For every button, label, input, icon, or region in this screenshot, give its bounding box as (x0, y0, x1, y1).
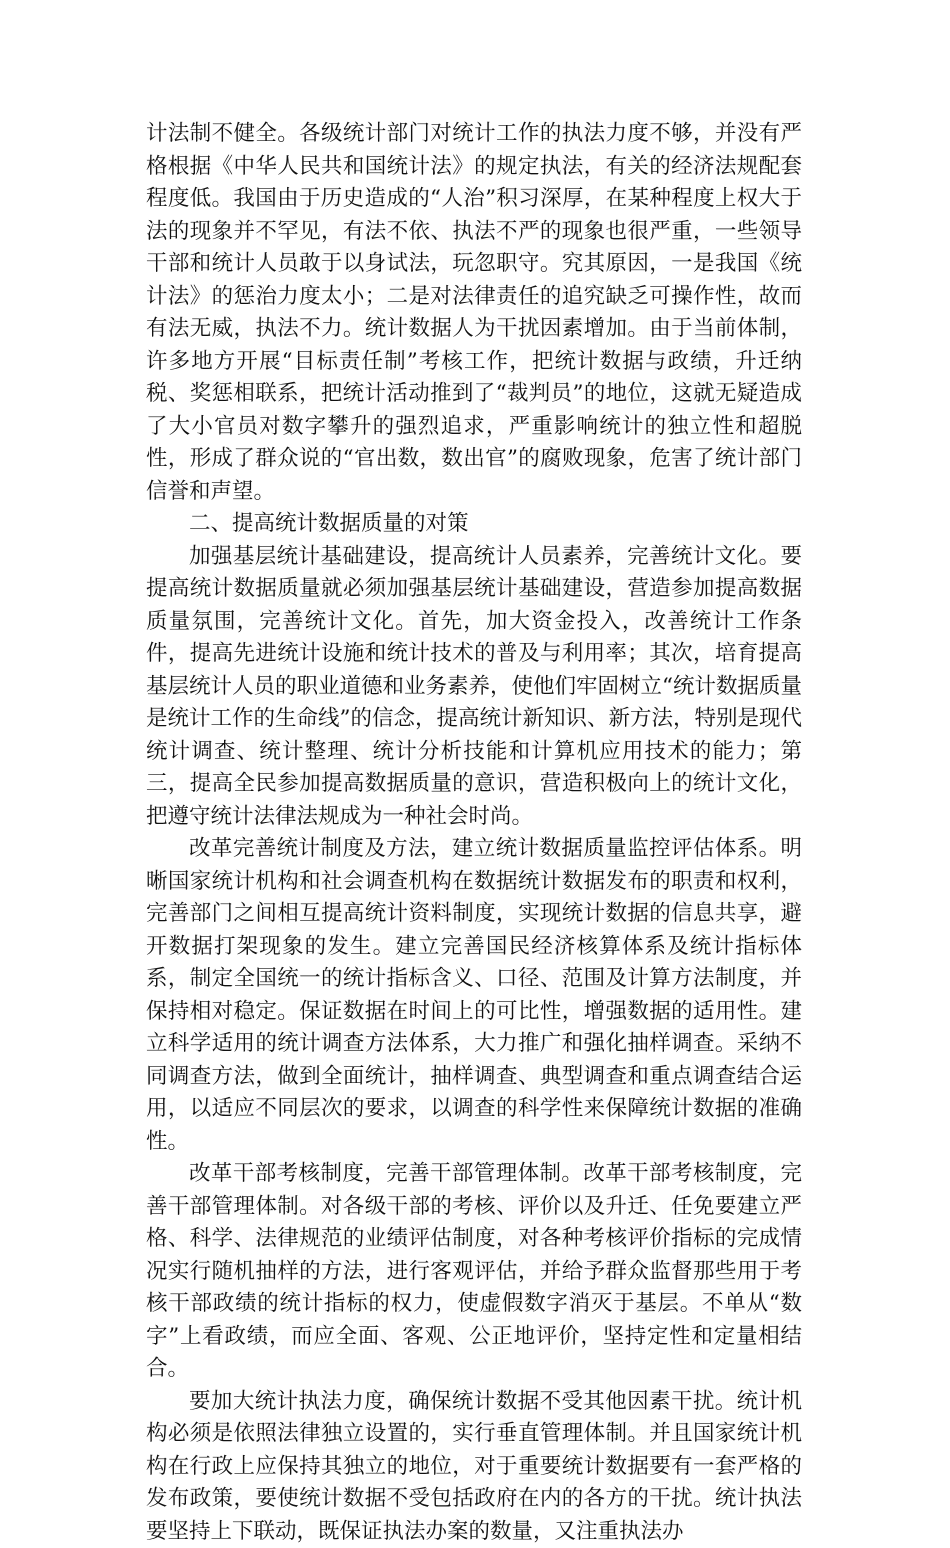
paragraph-legal-system: 计法制不健全。各级统计部门对统计工作的执法力度不够，并没有严格根据《中华人民共和国统计法》的规定执法，有关的经济法规配套程度低。我国由于历史造成的“人治”积习深厚，在某种程度上权大于法的现象并不罕见，有法不依、执法不严的现象也很严重，一些领导干部和统计人员敢于以身试法，玩忽职守。究其原因，一是我国《统计法》的惩治力度太小；二是对法律责任的追究缺乏可操作性，故而有法无威，执法不力。统计数据人为干扰因素增加。由于当前体制，许多地方开展“目标责任制”考核工作，把统计数据与政绩，升迁纳税、奖惩相联系，把统计活动推到了“裁判员”的地位，这就无疑造成了大小官员对数字攀升的强烈追求，严重影响统计的独立性和超脱性，形成了群众说的“官出数，数出官”的腐败现象，危害了统计部门信誉和声望。 (146, 118, 802, 508)
paragraph-grassroots-construction: 加强基层统计基础建设，提高统计人员素养，完善统计文化。要提高统计数据质量就必须加强基层统计基础建设，营造参加提高数据质量氛围，完善统计文化。首先，加大资金投入，改善统计工作条件，提高先进统计设施和统计技术的普及与利用率；其次，培育提高基层统计人员的职业道德和业务素养，使他们牢固树立“统计数据质量是统计工作的生命线”的信念，提高统计新知识、新方法，特别是现代统计调查、统计整理、统计分析技能和计算机应用技术的能力；第三，提高全民参加提高数据质量的意识，营造积极向上的统计文化，把遵守统计法律法规成为一种社会时尚。 (146, 541, 802, 834)
paragraph-law-enforcement: 要加大统计执法力度，确保统计数据不受其他因素干扰。统计机构必须是依照法律独立设置的，实行垂直管理体制。并且国家统计机构在行政上应保持其独立的地位，对于重要统计数据要有一套严格的发布政策，要使统计数据不受包括政府在内的各方的干扰。统计执法要坚持上下联动，既保证执法办案的数量，又注重执法办 (146, 1386, 802, 1548)
section-heading-countermeasures: 二、提高统计数据质量的对策 (146, 508, 802, 541)
paragraph-statistical-system-reform: 改革完善统计制度及方法，建立统计数据质量监控评估体系。明晰国家统计机构和社会调查机构在数据统计数据发布的职责和权利，完善部门之间相互提高统计资料制度，实现统计数据的信息共享，避开数据打架现象的发生。建立完善国民经济核算体系及统计指标体系，制定全国统一的统计指标含义、口径、范围及计算方法制度，并保持相对稳定。保证数据在时间上的可比性，增强数据的适用性。建立科学适用的统计调查方法体系，大力推广和强化抽样调查。采纳不同调查方法，做到全面统计，抽样调查、典型调查和重点调查结合运用，以适应不同层次的要求，以调查的科学性来保障统计数据的准确性。 (146, 833, 802, 1158)
paragraph-cadre-assessment: 改革干部考核制度，完善干部管理体制。改革干部考核制度，完善干部管理体制。对各级干部的考核、评价以及升迁、任免要建立严格、科学、法律规范的业绩评估制度，对各种考核评价指标的完成情况实行随机抽样的方法，进行客观评估，并给予群众监督那些用于考核干部政绩的统计指标的权力，使虚假数字消灭于基层。不单从“数字”上看政绩，而应全面、客观、公正地评价，坚持定性和定量相结合。 (146, 1158, 802, 1386)
document-page (146, 118, 802, 1548)
